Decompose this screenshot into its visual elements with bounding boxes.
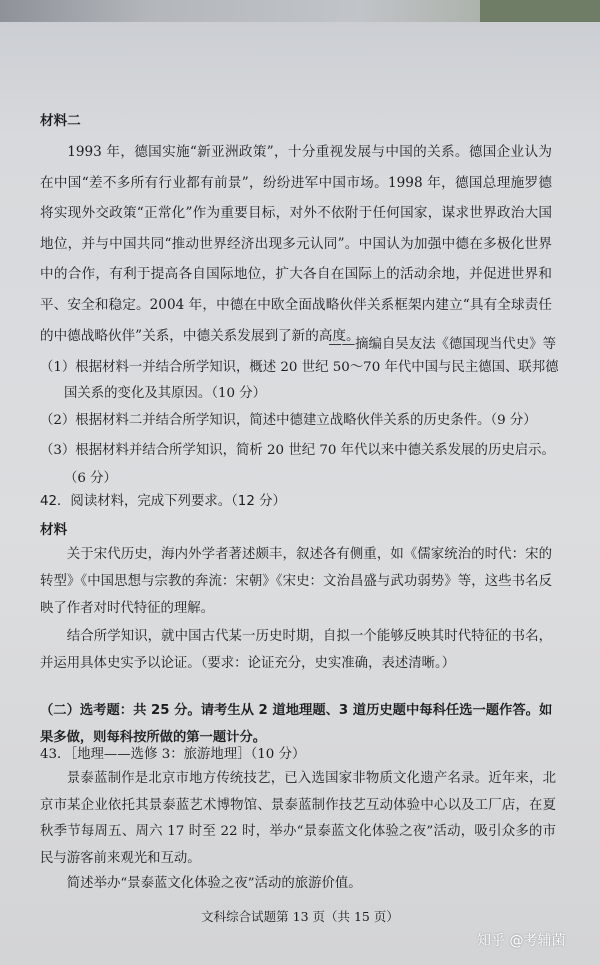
question-43-title: 43．［地理——选修 3：旅游地理］（10 分） [40,747,306,762]
zhihu-watermark: 知乎 @考辅菌 [477,933,566,949]
optional-section-instruction: （二）选考题：共 25 分。请考生从 2 道地理题、3 道历史题中每科任选一题作答。如果多做，则每科按所做的第一题计分。 [40,703,553,745]
question-41-1-line1: （1）根据材料一并结合所学知识，概述 20 世纪 50～70 年代中国与民主德国、联邦德 [40,360,559,375]
question-42-paragraph1: 关于宋代历史，海内外学者著述颇丰，叙述各有侧重，如《儒家统治的时代：宋的转型》《中国思想与宗教的奔流：宋朝》《宋史：文治昌盛与武功弱势》等，这些书名反映了作者对时代特征的理解。 [40,547,552,616]
question-42-title: 42．阅读材料，完成下列要求。（12 分） [40,494,286,509]
question-42-paragraph2: 结合所学知识，就中国古代某一历史时期，自拟一个能够反映其时代特征的书名，并运用具体史实予以论证。（要求：论证充分，史实准确，表述清晰。） [40,629,552,671]
question-43-task: 简述举办“景泰蓝文化体验之夜”活动的旅游价值。 [66,876,362,891]
page-footer: 文科综合试题第 13 页（共 15 页） [201,909,399,924]
question-41-1-line2: 国关系的变化及其原因。（10 分） [64,386,267,401]
question-41-3-line1: （3）根据材料并结合所学知识，简析 20 世纪 70 年代以来中德关系发展的历史启示。 [40,443,555,458]
question-42-material-heading: 材料 [40,522,68,538]
question-41-3 [40,437,560,493]
question-41-3-line2: （6 分） [64,471,117,486]
question-41-2: （2）根据材料二并结合所学知识，简述中德建立战略伙伴关系的历史条件。（9 分） [40,413,537,428]
material2-heading: 材料二 [40,113,81,129]
material2-source: ——摘编自吴友法《德国现当代史》等 [328,337,556,352]
question-41-1 [40,356,560,408]
material2-paragraph: 1993 年，德国实施“新亚洲政策”，十分重视发展与中国的关系。德国企业认为在中国“差不多所有行业都有前景”，纷纷进军中国市场。1998 年，德国总理施罗德将实现外交政策“正常化”作为重要目标，对外不依附于任何国家，谋求世界政治大国地位，并与中国共同“推动世界经济出现多元认同”。中国认为加强中德在多极化世界中的合作，有利于提高各自国际地位，扩大各自在国际上的活动余地，并促进世界和平、安全和稳定。2004 年，中德在中欧全面战略伙伴关系框架内建立“具有全球责任的中德战略伙伴”关系，中德关系发展到了新的高度。 [40,144,552,344]
question-43-paragraph: 景泰蓝制作是北京市地方传统技艺，已入选国家非物质文化遗产名录。近年来，北京市某企业依托其景泰蓝艺术博物馆、景泰蓝制作技艺互动体验中心以及工厂店，在夏秋季节每周五、周六 17 时至 22 时，举办“景泰蓝文化体验之夜”活动，吸引众多的市民与游客前来观光和互动。 [40,771,556,866]
